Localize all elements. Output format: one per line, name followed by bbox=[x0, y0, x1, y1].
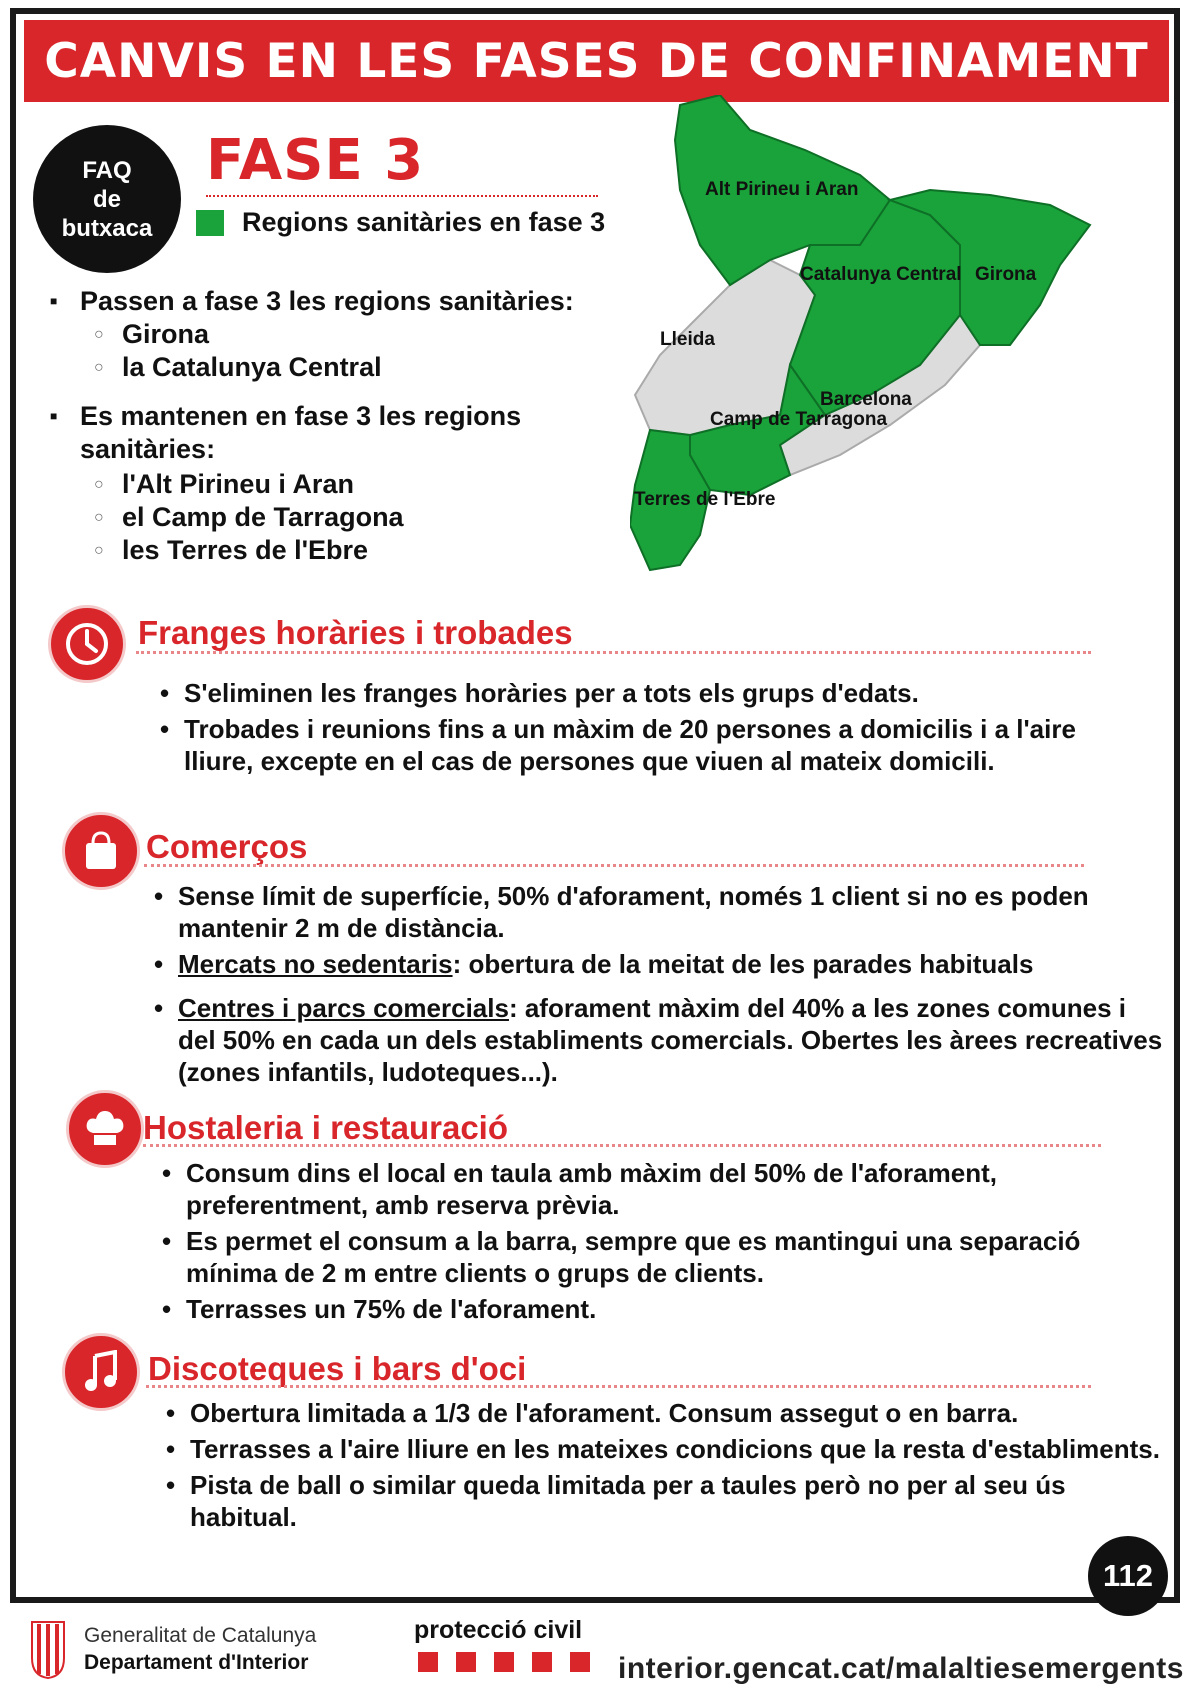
list-item: • Obertura limitada a 1/3 de l'aforament. Consum assegut o en barra. bbox=[162, 1397, 1172, 1429]
list-item bbox=[48, 400, 608, 567]
mercats-label: Mercats no sedentaris bbox=[178, 949, 453, 979]
music-note-icon bbox=[62, 1333, 140, 1411]
footer bbox=[0, 1612, 1200, 1692]
footer-url[interactable]: interior.gencat.cat/malaltiesemergents bbox=[618, 1652, 1184, 1685]
comercos-list bbox=[150, 880, 1170, 1092]
section-title-discoteques: Discoteques i bars d'oci bbox=[148, 1350, 527, 1387]
sub-item: ○ la Catalunya Central bbox=[80, 351, 618, 384]
list-item: • Pista de ball o similar queda limitada per a taules però no per al seu ús habitual. bbox=[162, 1469, 1172, 1533]
section-title-franges: Franges horàries i trobades bbox=[138, 614, 573, 651]
map-label-lleida: Lleida bbox=[660, 329, 715, 350]
catalonia-map bbox=[630, 95, 1170, 610]
mantenen-sublist bbox=[80, 468, 608, 567]
page-title: CANVIS EN LES FASES DE CONFINAMENT bbox=[44, 33, 1149, 89]
proteccio-civil-logo-text: protecció civil bbox=[414, 1616, 583, 1644]
list-item bbox=[150, 992, 1170, 1088]
emergency-112-badge: 112 bbox=[1088, 1536, 1168, 1616]
list-item: • S'eliminen les franges horàries per a tots els grups d'edats. bbox=[156, 677, 1096, 709]
list-item bbox=[150, 948, 1170, 980]
list-item: • Terrasses a l'aire lliure en les mateixes condicions que la resta d'establiments. bbox=[162, 1433, 1172, 1465]
passen-list bbox=[48, 285, 618, 384]
centres-text: : aforament màxim del 40% a les zones comunes i del 50% en cada un dels establiments comercials. Obertes les àrees recreatives (zones infantils, ludoteques...). bbox=[178, 993, 1163, 1087]
centres-label: Centres i parcs comercials bbox=[178, 993, 509, 1023]
list-item-label: Es mantenen en fase 3 les regions sanitàries: bbox=[80, 401, 522, 464]
sub-item: ○ les Terres de l'Ebre bbox=[80, 534, 608, 567]
faq-line: de bbox=[92, 185, 121, 213]
list-item-label: Passen a fase 3 les regions sanitàries: bbox=[80, 286, 574, 316]
passen-sublist bbox=[80, 318, 618, 384]
map-label-terres-ebre: Terres de l'Ebre bbox=[634, 489, 776, 510]
clock-icon bbox=[48, 605, 126, 683]
pc-square bbox=[532, 1652, 552, 1672]
gencat-logo bbox=[28, 1618, 68, 1680]
list-item bbox=[48, 285, 618, 384]
page-title-banner bbox=[24, 20, 1169, 102]
list-item: • Consum dins el local en taula amb màxim del 50% de l'aforament, preferentment, amb reserva prèvia. bbox=[158, 1157, 1158, 1221]
hostaleria-list bbox=[158, 1157, 1158, 1329]
sub-item: ○ Girona bbox=[80, 318, 618, 351]
list-item: • Sense límit de superfície, 50% d'aforament, només 1 client si no es poden mantenir 2 m de distància. bbox=[150, 880, 1170, 944]
section-divider bbox=[144, 864, 1084, 867]
list-item: • Terrasses un 75% de l'aforament. bbox=[158, 1293, 1158, 1325]
discoteques-list bbox=[162, 1397, 1172, 1537]
legend-green-swatch bbox=[196, 210, 224, 236]
sub-item: ○ l'Alt Pirineu i Aran bbox=[80, 468, 608, 501]
map-label-alt-pirineu: Alt Pirineu i Aran bbox=[705, 179, 859, 200]
section-divider bbox=[146, 1385, 1091, 1388]
map-label-camp-tarragona: Camp de Tarragona bbox=[710, 409, 888, 430]
section-title-hostaleria: Hostaleria i restauració bbox=[143, 1109, 508, 1146]
sub-item: ○ el Camp de Tarragona bbox=[80, 501, 608, 534]
pc-square bbox=[456, 1652, 476, 1672]
map-label-girona: Girona bbox=[975, 264, 1037, 285]
franges-list bbox=[156, 677, 1096, 781]
department-line: Departament d'Interior bbox=[84, 1651, 309, 1674]
phase-divider bbox=[206, 195, 598, 197]
list-item: • Es permet el consum a la barra, sempre que es mantingui una separació mínima de 2 m entre clients o grups de clients. bbox=[158, 1225, 1158, 1289]
section-title-comercos: Comerços bbox=[146, 828, 308, 865]
legend-label: Regions sanitàries en fase 3 bbox=[242, 207, 606, 237]
map-label-catalunya-central: Catalunya Central bbox=[800, 264, 962, 285]
pc-square bbox=[418, 1652, 438, 1672]
section-divider bbox=[143, 1144, 1101, 1147]
proteccio-civil-squares bbox=[418, 1652, 590, 1672]
shopping-bag-icon bbox=[62, 812, 140, 890]
gencat-text bbox=[84, 1622, 316, 1676]
faq-line: butxaca bbox=[61, 214, 153, 242]
gencat-line: Generalitat de Catalunya bbox=[84, 1624, 317, 1647]
phase-title: FASE 3 bbox=[206, 128, 425, 193]
map-legend bbox=[196, 207, 605, 238]
mercats-text: : obertura de la meitat de les parades habituals bbox=[452, 949, 1034, 979]
pc-square bbox=[494, 1652, 514, 1672]
mantenen-list bbox=[48, 400, 608, 567]
faq-line: FAQ bbox=[82, 156, 132, 184]
list-item: • Trobades i reunions fins a un màxim de 20 persones a domicilis i a l'aire lliure, excepte en el cas de persones que viuen al mateix domicili. bbox=[156, 713, 1096, 777]
pc-square bbox=[570, 1652, 590, 1672]
faq-badge bbox=[33, 125, 181, 273]
section-divider bbox=[136, 651, 1091, 654]
map-label-barcelona: Barcelona bbox=[820, 389, 912, 410]
chef-hat-icon bbox=[66, 1090, 144, 1168]
